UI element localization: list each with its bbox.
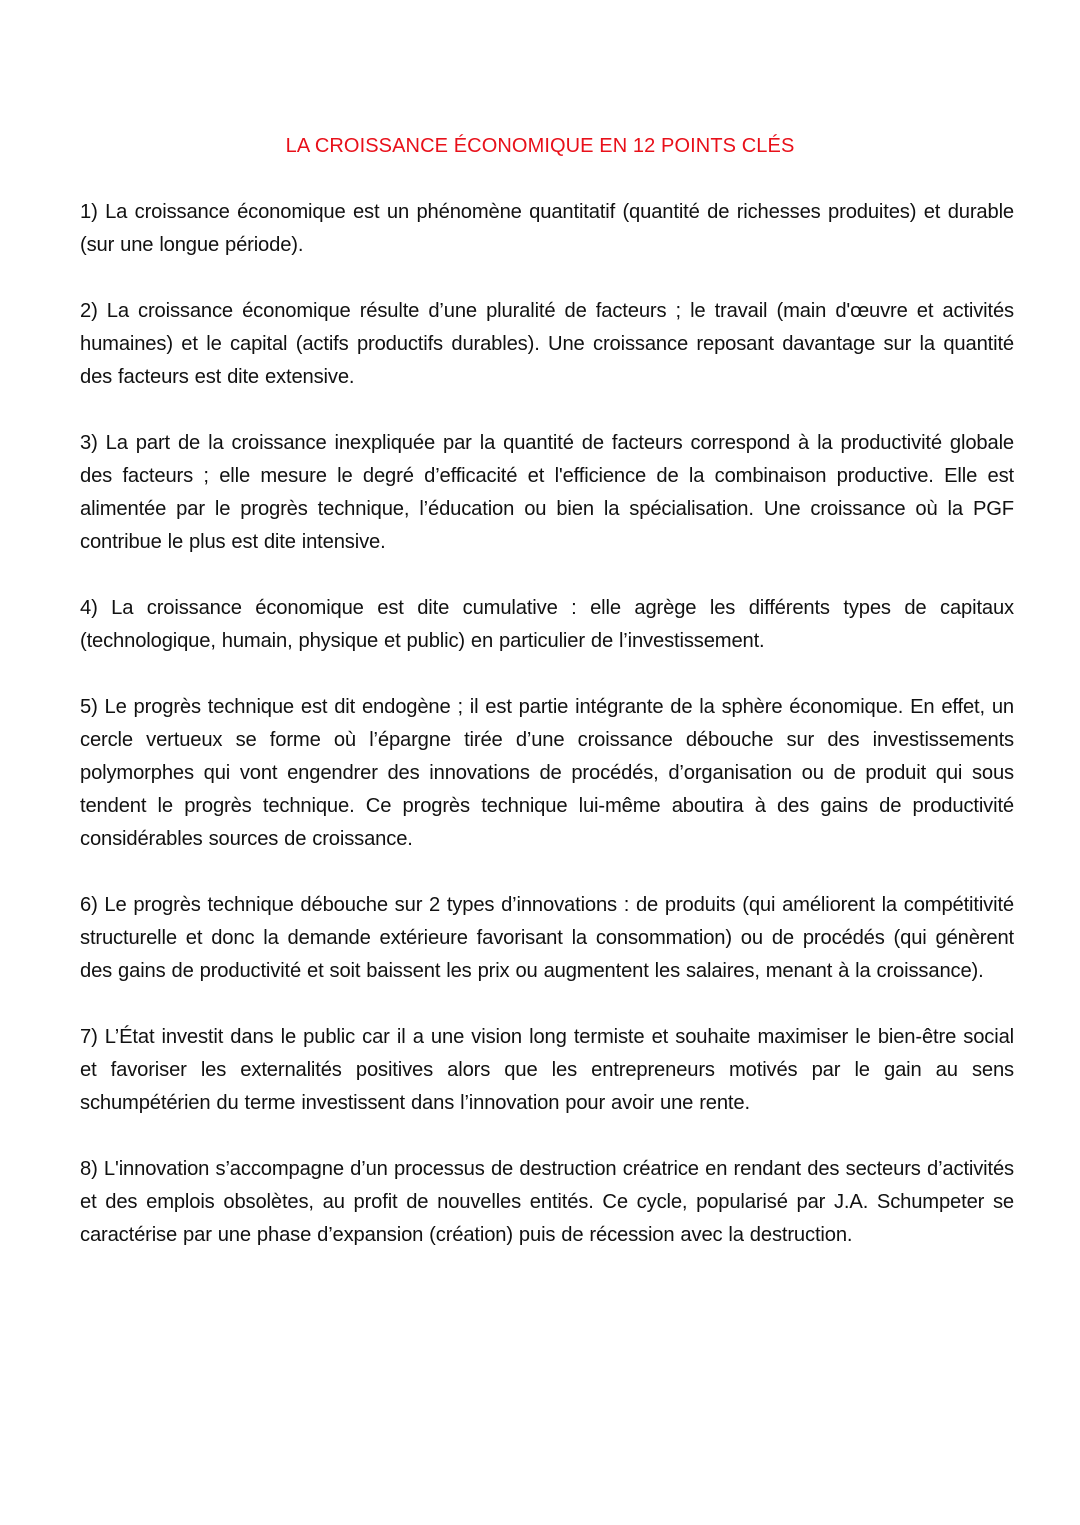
points-list xyxy=(80,196,1014,1285)
point-3: 3) La part de la croissance inexpliquée par la quantité de facteurs correspond à la productivité globale des facteurs ; elle mesure le degré d’efficacité et l'efficience de la combinaison productive. Elle est alimentée par le progrès technique, l’éducation ou bien la spécialisation. Une croissance où la PGF contribue le plus est dite intensive. xyxy=(80,432,1014,553)
point-1: 1) La croissance économique est un phénomène quantitatif (quantité de richesses produites) et durable (sur une longue période). xyxy=(80,201,1014,256)
point-8: 8) L'innovation s’accompagne d’un processus de destruction créatrice en rendant des secteurs d’activités et des emplois obsolètes, au profit de nouvelles entités. Ce cycle, popularisé par J.A. Schumpeter se caractérise par une phase d’expansion (création) puis de récession avec la destruction. xyxy=(80,1158,1014,1246)
point-7: 7) L’État investit dans le public car il a une vision long termiste et souhaite maximiser le bien-être social et favoriser les externalités positives alors que les entrepreneurs motivés par le gain au sens schumpétérien du terme investissent dans l’innovation pour avoir une rente. xyxy=(80,1026,1014,1114)
point-6: 6) Le progrès technique débouche sur 2 types d’innovations : de produits (qui améliorent la compétitivité structurelle et donc la demande extérieure favorisant la consommation) ou de procédés (qui génèrent des gains de productivité et soit baissent les prix ou augmentent les salaires, menant à la croissance). xyxy=(80,894,1014,982)
point-5: 5) Le progrès technique est dit endogène ; il est partie intégrante de la sphère économique. En effet, un cercle vertueux se forme où l’épargne tirée d’une croissance débouche sur des investissements polymorphes qui vont engendrer des innovations de procédés, d’organisation ou de produit qui sous tendent le progrès technique. Ce progrès technique lui-même aboutira à des gains de productivité considérables sources de croissance. xyxy=(80,696,1014,850)
document-title: LA CROISSANCE ÉCONOMIQUE EN 12 POINTS CLÉS xyxy=(285,135,795,157)
point-2: 2) La croissance économique résulte d’une pluralité de facteurs ; le travail (main d'œuvre et activités humaines) et le capital (actifs productifs durables). Une croissance reposant davantage sur la quantité des facteurs est dite extensive. xyxy=(80,300,1014,388)
point-4: 4) La croissance économique est dite cumulative : elle agrège les différents types de capitaux (technologique, humain, physique et public) en particulier de l’investissement. xyxy=(80,597,1014,652)
